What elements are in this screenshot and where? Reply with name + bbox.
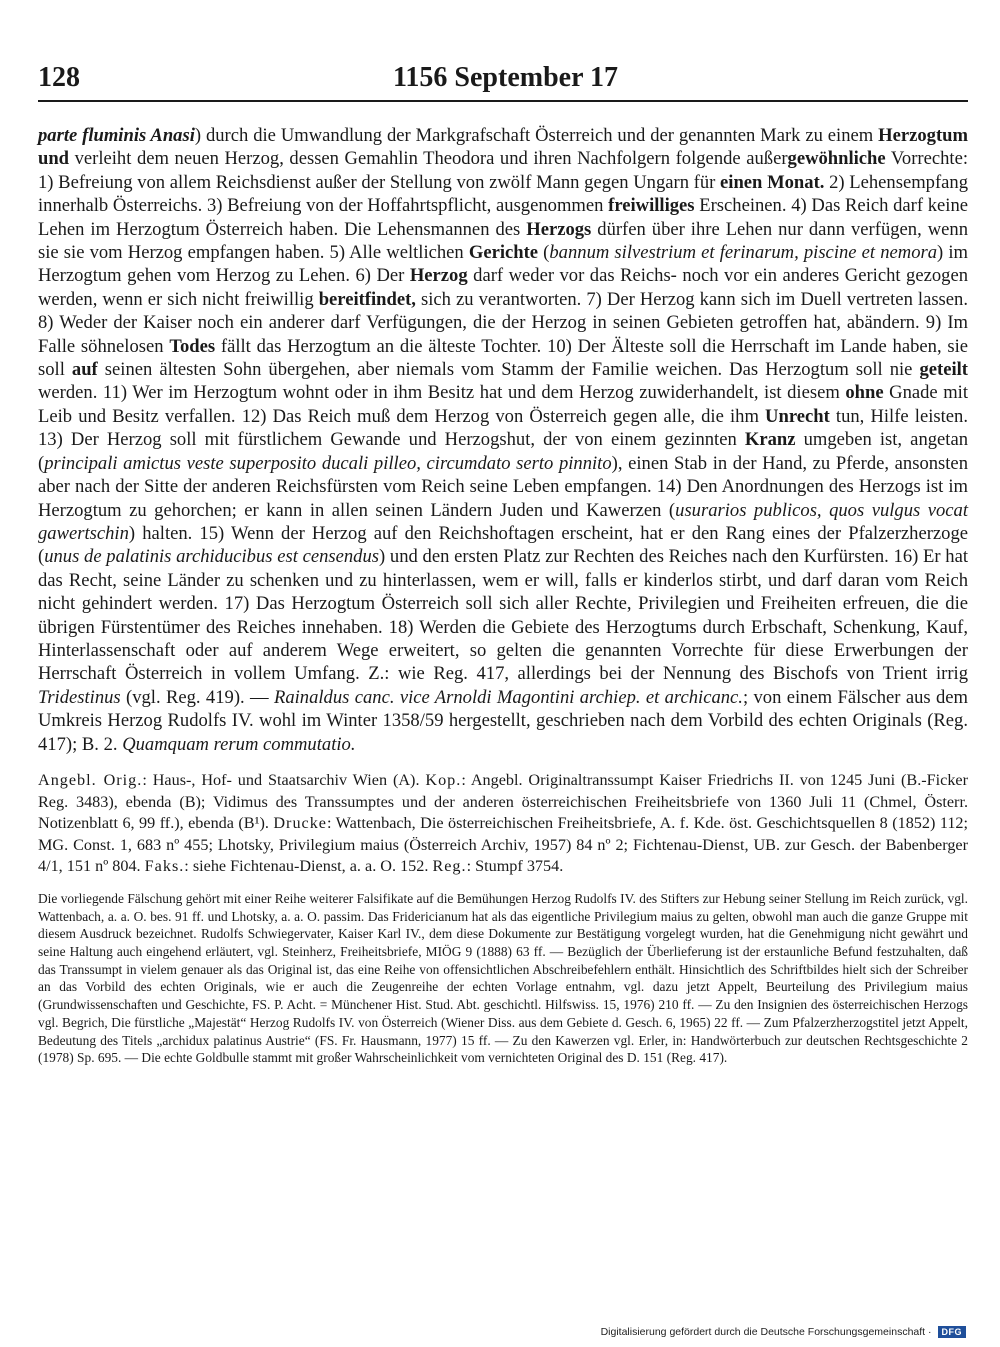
apparatus-segment: Kop. — [425, 770, 462, 789]
regest-segment: umgeben ist, angetan ( — [38, 429, 969, 474]
regest-date: 1156 September 17 — [392, 62, 618, 93]
dfg-logo: DFG — [938, 1326, 967, 1338]
regest-segment: (vgl. Reg. 419). — — [120, 686, 274, 708]
apparatus-segment: Faks. — [144, 857, 185, 876]
regest-segment: gewöhnliche — [787, 148, 886, 170]
regest-segment: ; von einem Fälscher aus dem Umkreis Herzog Rudolfs IV. wohl im Winter 1358/59 hergestellt, geschrieben nach dem Vorbild des echten Originals (Reg. 417); B. 2. — [38, 686, 968, 755]
footer-credit: Digitalisierung gefördert durch die Deutsche Forschungsgemeinschaft · — [600, 1326, 932, 1338]
regest-segment: Herzogtum und — [38, 125, 968, 170]
apparatus-segment: : Stumpf 3754. — [466, 857, 564, 876]
regest-segment: ) und den ersten Platz zur Rechten des Reiches nach den Kurfürsten. 16) Er hat das Recht, seine Länder zu schenken und zu hinterlassen, wem er will, falls er kinderlos stirbt, und darf daran vom Reich nicht gehindert werden. 17) Das Herzogtum Österreich soll sich aller Rechte, Privilegien und Freiheiten erfreuen, die die übrigen Fürstentümer des Reiches innehaben. 18) Werden die Gebiete des Herzogtums durch Erbschaft, Schenkung, Kauf, Hinterlassenschaft oder auf anderem Wege erweitert, so gelten die genannten Vorrechte für diese Erwerbungen der Herrschaft Österreich in vollem Umfang. Z.: wie Reg. 417, allerdings bei der Nennung des Bischofs von Trient irrig — [38, 546, 968, 685]
regest-segment: tun, Hilfe leisten. 13) Der Herzog soll mit fürstlichem Gewande und Herzogshut, der von einem gezinnten — [38, 405, 968, 451]
regest-segment: Gnade mit Leib und Besitz verfallen. 12) Das Reich muß dem Herzog von Österreich gegen alle, die ihm — [38, 382, 969, 427]
regest-segment: Kranz — [744, 429, 796, 451]
regest-segment: auf — [71, 359, 98, 381]
digitization-footer — [601, 1326, 966, 1338]
regest-segment: ) durch die Umwandlung der Markgrafschaft Österreich und der genannten Mark zu einem — [194, 125, 879, 146]
regest-segment: bannum silvestrium et ferinarum, piscine et nemora — [549, 242, 938, 264]
regest-segment: Gerichte — [468, 242, 539, 264]
apparatus-segment: : Haus-, Hof- und Staatsarchiv Wien (A). — [142, 770, 426, 789]
regest-segment: geteilt — [919, 359, 968, 381]
apparatus-segment: : siehe Fichtenau-Dienst, a. a. O. 152. — [184, 857, 433, 876]
page-header — [38, 62, 968, 102]
regest-segment: Unrecht — [765, 405, 830, 427]
regest-segment: ), einen Stab in der Hand, zu Pferde, ansonsten aber nach der Sitte der anderen Reichsfürsten vom Reich seine Leben empfangen. 14) Den Anordnungen des Herzogs ist im Herzogtum zu gehorchen; er kann in allen seinen Ländern Juden und Kawerzen ( — [38, 452, 968, 521]
regest-segment: unus de palatinis archiducibus est censendus — [44, 546, 380, 568]
regest-segment: ) im Herzogtum gehen vom Herzog zu Lehen. 6) Der — [38, 242, 968, 287]
regest-segment: Erscheinen. 4) Das Reich darf keine Lehen im Herzogtum Österreich haben. Die Lehensmannen des — [38, 195, 968, 240]
regest-segment: verleiht dem neuen Herzog, dessen Gemahlin Theodora und ihren Nachfolgern folgende außer — [69, 148, 788, 170]
regest-segment: werden. 11) Wer im Herzogtum wohnt oder in ihm Besitz hat und dem Herzog zuwiderhandelt, ist diesem — [38, 382, 846, 404]
regest-segment: 2) Lehensempfang innerhalb Österreichs. 3) Befreiung von der Hoffahrtspflicht, ausgenommen — [38, 171, 969, 217]
regest-segment: Rainaldus canc. vice Arnoldi Magontini archiep. et archicanc. — [273, 686, 743, 708]
regest-segment: bereitfindet, — [318, 288, 416, 310]
regest-segment: ohne — [845, 382, 884, 404]
regest-segment: freiwilliges — [608, 195, 695, 217]
regest-segment: ) halten. 15) Wenn der Herzog auf den Reichshoftagen erscheint, hat er den Rang eines der Pfalzerzherzoge ( — [38, 522, 968, 568]
regest-segment: usurarios publicos, quos vulgus vocat gawertschin — [38, 499, 968, 544]
regest-segment: Quamquam rerum commutatio. — [122, 733, 356, 755]
regest-segment: sich zu verantworten. 7) Der Herzog kann sich im Duell vertreten lassen. 8) Weder der Kaiser noch ein anderer darf Verfügungen, die der Herzog in seinen Gebieten getroffen hat, abändern. 9) Im Falle söhnelosen — [38, 288, 968, 357]
document-page — [38, 62, 968, 1067]
apparatus-segment: Drucke — [273, 814, 327, 833]
regest-segment: principali amictus veste superposito ducali pilleo, circumdato serto pinnito — [44, 452, 612, 474]
apparatus-segment: Reg. — [432, 857, 467, 876]
commentary-text: Die vorliegende Fälschung gehört mit einer Reihe weiterer Falsifikate auf die Bemühungen Herzog Rudolfs IV. des Stifters zur Hebung seiner Stellung im Reich zurück, vgl. Wattenbach, a. a. O. bes. 91 ff. und Lhotsky, a. a. O. passim. Das Fridericianum hat als das eigentliche Privilegium maius zu gelten, obwohl man auch die ganze Gruppe mit diesem Ausdruck bezeichnet. Rudolfs Schwiegervater, Kaiser Karl IV., dem diese Dokumente zur Bestätigung vorgelegt wurden, hat die Genehmigung nicht gewährt und seine Haltung auch eingehend erläutert, vgl. Steinherz, Freiheitsbriefe, MIÖG 9 (1888) 63 ff. — Bezüglich der Überlieferung ist der erstaunliche Befund festzuhalten, daß das Transsumpt in vielem genauer als das Original ist, das eine Reihe von offensichtlichen Abschreibefehlern enthält. Hinsichtlich des Schriftbildes hielt sich der Schreiber an das Vorbild des echten Originals, wie er auch die Zeugenreihe der echten Vorlage entnahm, vgl. dazu jetzt Appelt, Beurteilung des Privilegium maius (Grundwissenschaften und Geschichte, FS. P. Acht. = Münchener Hist. Stud. Abt. geschichtl. Hilfswiss. 15, 1976) 210 ff. — Zu den Insignien des österreichischen Herzogs vgl. Begrich, Die fürstliche „Majestät“ Herzog Rudolfs IV. von Österreich (Wiener Diss. aus dem Gebiete d. Gesch. 6, 1965) 22 ff. — Zum Pfalzerzherzogstitel jetzt Appelt, Bedeutung des Titels „archidux palatinus Austrie“ (FS. Fr. Hausmann, 1977) 15 ff. — Zu den Kawerzen vgl. Erler, in: Handwörterbuch zur deutschen Rechtsgeschichte 2 (1978) Sp. 695. — Die echte Goldbulle stammt mit großer Wahrscheinlichkeit vom vernichteten Original des D. 151 (Reg. 417). — [38, 890, 968, 1066]
apparatus-segment: : Wattenbach, Die österreichischen Freiheitsbriefe, A. f. Kde. öst. Geschichtsquellen 8 (1852) 112; MG. Const. 1, 683 nº 455; Lhotsky, Privilegium maius (Österreich Archiv, 1957) 84 nº 2; Fichtenau-Dienst, UB. zur Gesch. der Babenberger 4/1, 151 nº 804. — [38, 814, 968, 876]
regest-segment: seinen ältesten Sohn übergehen, aber niemals vom Stamm der Familie weichen. Das Herzogtum soll nie — [97, 359, 920, 381]
regest-segment: Herzog — [409, 265, 468, 287]
regest-segment: fällt das Herzogtum an die älteste Tochter. 10) Der Älteste soll die Herrschaft im Lande haben, sie soll — [38, 335, 968, 381]
regest-segment: einen Monat. — [720, 171, 825, 193]
regest-segment: dürfen über ihre Lehen nur dann verfügen, wenn sie sie vom Herzog empfangen haben. 5) Alle weltlichen — [38, 218, 968, 264]
regest-segment: ( — [538, 242, 550, 264]
regest-segment: Vorrechte: 1) Befreiung von allem Reichsdienst außer der Stellung von zwölf Mann gegen Ungarn für — [38, 148, 968, 193]
regest-segment: darf weder vor das Reichs- noch vor ein anderes Gericht gezogen werden, wenn er sich nicht freiwillig — [38, 265, 968, 310]
regest-text — [38, 124, 968, 756]
regest-segment: Herzogs — [526, 218, 592, 240]
source-apparatus — [38, 770, 968, 878]
regest-segment: Tridestinus — [38, 686, 121, 708]
regest-segment: Todes — [169, 335, 216, 357]
apparatus-segment: Angebl. Orig. — [38, 770, 143, 789]
apparatus-segment: : Angebl. Originaltranssumpt Kaiser Friedrichs II. von 1245 Juni (B.-Ficker Reg. 3483), ebenda (B); Vidimus des Transsumptes und der anderen österreichischen Freiheitsbriefe von 1360 Juli 11 (Chmel, Österr. Notizenblatt 6, 99 ff.), ebenda (B¹). — [38, 770, 969, 833]
regest-segment: parte fluminis Anasi — [38, 125, 195, 146]
page-number: 128 — [38, 62, 80, 93]
